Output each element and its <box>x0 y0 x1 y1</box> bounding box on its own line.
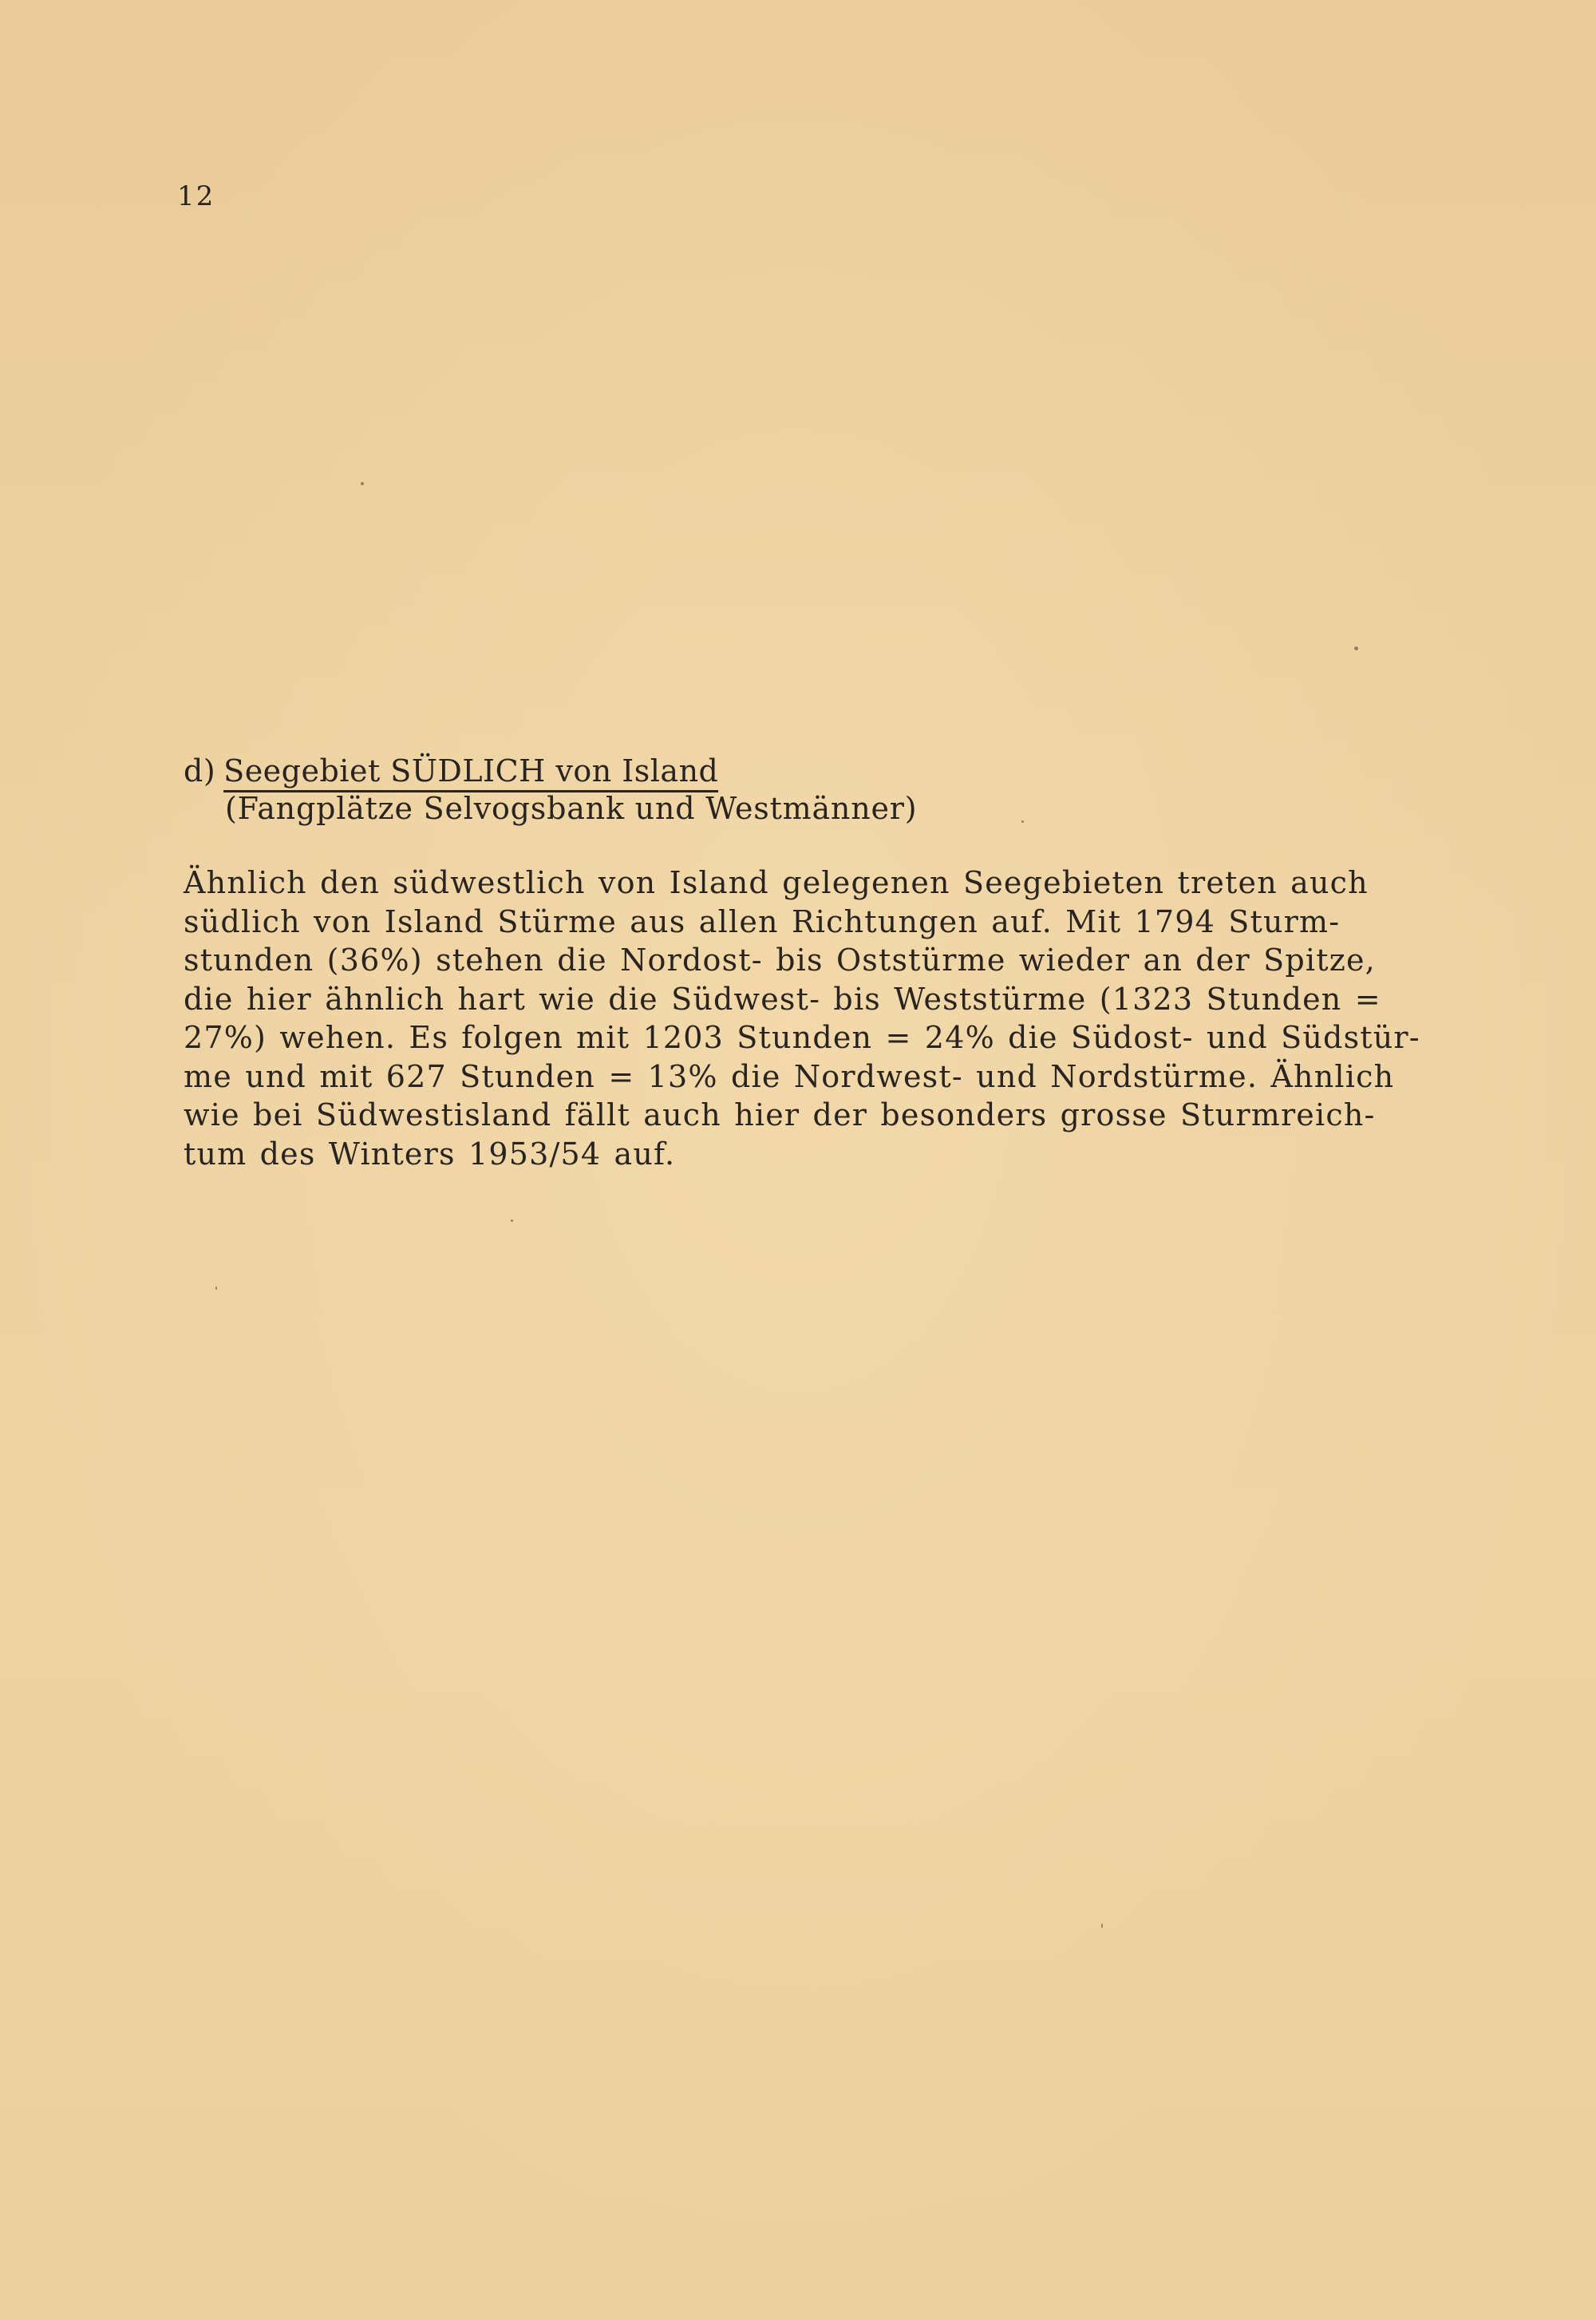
paper-speck <box>1354 646 1358 650</box>
section-subtitle: (Fangplätze Selvogsbank und Westmänner) <box>225 791 918 826</box>
paragraph-line: 27%) wehen. Es folgen mit 1203 Stunden = 24% die Südost- und Südstür- <box>184 1020 1420 1055</box>
paper-speck <box>1021 820 1024 823</box>
paragraph-line: wie bei Südwestisland fällt auch hier der besonders grosse Sturmreich- <box>184 1097 1376 1132</box>
paragraph-line: tum des Winters 1953/54 auf. <box>184 1136 676 1172</box>
paragraph-line: Ähnlich den südwestlich von Island gelegenen Seegebieten treten auch <box>184 865 1369 900</box>
paper-speck <box>1101 1923 1103 1928</box>
paragraph-line: südlich von Island Stürme aus allen Richtungen auf. Mit 1794 Sturm- <box>184 903 1341 939</box>
section-title: Seegebiet SÜDLICH von Island <box>223 753 718 792</box>
body-paragraph <box>184 864 1428 1173</box>
section-letter: d) <box>184 753 216 788</box>
paragraph-line: die hier ähnlich hart wie die Südwest- bis Weststürme (1323 Stunden = <box>184 981 1381 1017</box>
paper-speck <box>511 1219 513 1222</box>
paragraph-line: stunden (36%) stehen die Nordost- bis Oststürme wieder an der Spitze, <box>184 943 1376 978</box>
section-heading <box>184 753 718 792</box>
page-number: 12 <box>177 180 215 212</box>
paper-speck <box>361 482 364 485</box>
paper-speck <box>215 1286 217 1290</box>
paragraph-line: me und mit 627 Stunden = 13% die Nordwest- und Nordstürme. Ähnlich <box>184 1058 1395 1094</box>
